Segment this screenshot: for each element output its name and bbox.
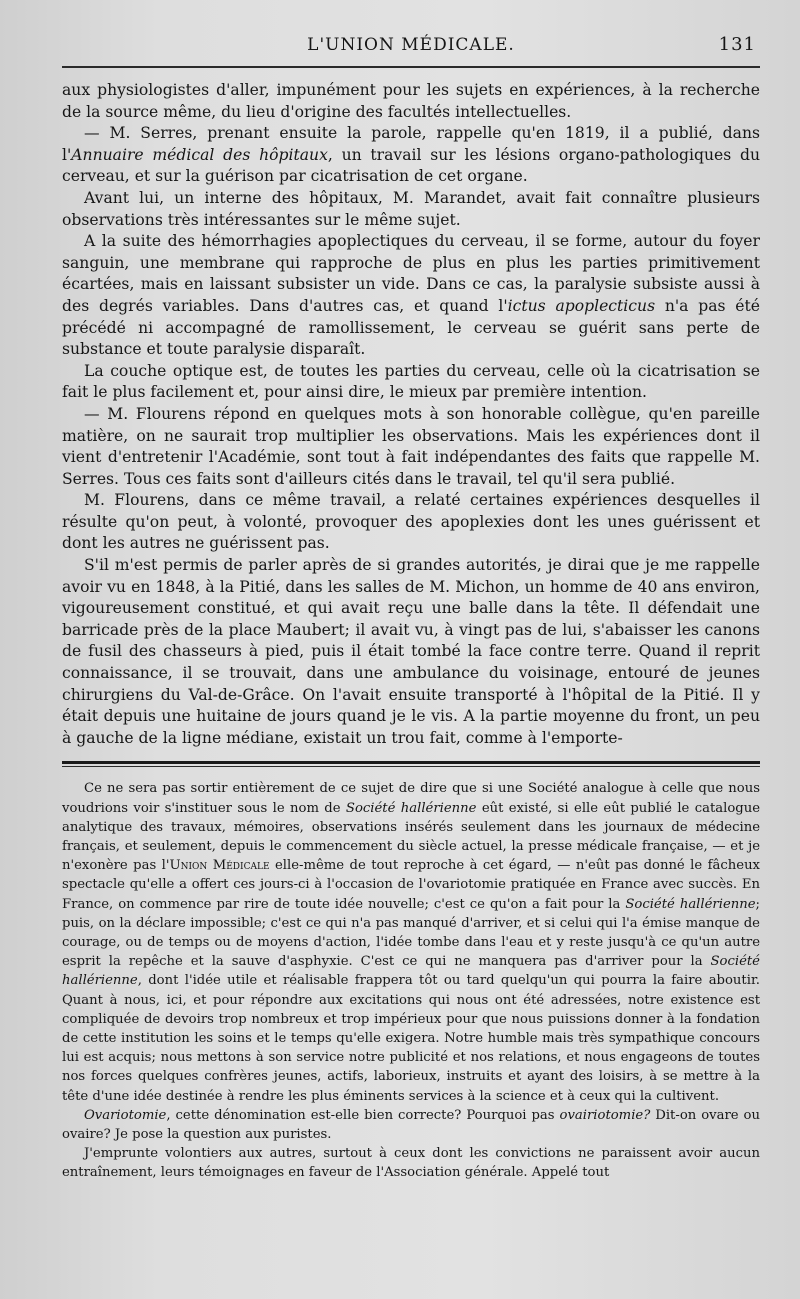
- journal-title: L'UNION MÉDICALE.: [307, 35, 515, 55]
- paragraph-2: — M. Serres, prenant ensuite la parole, rappelle qu'en 1819, il a publié, dans l'Annuaire médical des hôpitaux, un travail sur les lésions organo-pathologiques du cerveau, et sur la guérison par cicatrisation de cet organe.: [62, 124, 761, 186]
- paragraph-5: La couche optique est, de toutes les parties du cerveau, celle où la cicatrisation se fait le plus facilement et, pour ainsi dire, le mieux par première intention.: [62, 361, 760, 402]
- running-head: [62, 28, 760, 62]
- footnote-rule-thick: [62, 761, 760, 764]
- paragraph-4: A la suite des hémorrhagies apoplectiques du cerveau, il se forme, autour du foyer sanguin, une membrane qui rapproche de plus en plus les parties primitivement écartées, mais en laissant subsister un vide. Dans ce cas, la paralysie subsiste aussi à des degrés variables. Dans d'autres cas, et quand l'ictus apoplecticus n'a pas été précédé ni accompagné de ramollissement, le cerveau se guérit sans perte de substance et toute paralysie disparaît.: [62, 232, 760, 359]
- paragraph-1: aux physiologistes d'aller, impunément pour les sujets en expériences, à la recherche de la source même, du lieu d'origine des facultés intellectuelles.: [62, 81, 760, 121]
- footnote-paragraph-3: J'emprunte volontiers aux autres, surtout à ceux dont les convictions ne paraissent avoir aucun entraînement, leurs témoignages en faveur de l'Association générale. Appelé tout: [62, 1146, 760, 1181]
- header-rule: [62, 66, 760, 68]
- footnote-paragraph-1: Ce ne sera pas sortir entièrement de ce sujet de dire que si une Société analogue à celle que nous voudrions voir s'instituer sous le nom de Société hallérienne eût existé, si elle eût publié le catalogue analytique des travaux, mémoires, observations insérés seulement dans les journaux de médecine français, et seulement, depuis le commencement du siècle actuel, la presse médicale française, — et je n'exonère pas l'Union Médicale elle-même de tout reproche à cet égard, — n'eût pas donné le fâcheux spectacle qu'elle a offert ces jours-ci à l'occasion de l'ovariotomie pratiquée en France avec succès. En France, on commence par rire de toute idée nouvelle; c'est ce qu'on a fait pour la Société hallérienne; puis, on la déclare impossible; c'est ce qui n'a pas manqué d'arriver, et si celui qui l'a émise manque de courage, ou de temps ou de moyens d'action, l'idée tombe dans l'eau et y reste jusqu'à ce qu'un autre esprit la repêche et la sauve d'asphyxie. C'est ce qui ne manquera pas d'arriver pour la Société hallérienne, dont l'idée utile et réalisable frappera tôt ou tard quelqu'un qui pourra la faire aboutir. Quant à nous, ici, et pour répondre aux excitations qui nous ont été adressées, notre existence est compliquée de devoirs trop nombreux et trop impérieux pour que nous puissions donner à la fondation de cette institution les soins et le temps qu'elle exigera. Notre humble mais très sympathique concours lui est acquis; nous mettons à son service notre publicité et nos relations, et nous engageons de toutes nos forces quelques confrères jeunes, actifs, laborieux, instruits et ayant des loisirs, à se mettre à la tête d'une idée destinée à rendre les plus éminents services à la science et à ceux qui la cultivent.: [62, 781, 761, 1104]
- latin-term: ictus apoplecticus: [507, 296, 656, 315]
- page-number: 131: [718, 34, 756, 55]
- journal-name: Union Médicale: [169, 858, 270, 874]
- paragraph-3: Avant lui, un interne des hôpitaux, M. Marandet, avait fait connaître plusieurs observations très intéressantes sur le même sujet.: [62, 188, 760, 229]
- paragraph-8: S'il m'est permis de parler après de si grandes autorités, je dirai que je me rappelle avoir vu en 1848, à la Pitié, dans les salles de M. Michon, un homme de 40 ans environ, vigoureusement constitué, et qui avait reçu une balle dans la tête. Il défendait une barricade près de la place Maubert; il avait vu, à vingt pas de lui, s'abaisser les canons de fusil des chasseurs à pied, puis il était tombé la face contre terre. Quand il reprit connaissance, il se trouvait, dans une ambulance du voisinage, entouré de jeunes chirurgiens du Val-de-Grâce. On l'avait ensuite transporté à l'hôpital de la Pitié. Il y était depuis une huitaine de jours quand je le vis. A la partie moyenne du front, un peu à gauche de la ligne médiane, existait un trou fait, comme à l'emporte-: [62, 556, 760, 747]
- footnote-block: [62, 779, 760, 1182]
- paragraph-6: — M. Flourens répond en quelques mots à son honorable collègue, qu'en pareille matière, on ne saurait trop multiplier les observations. Mais les expériences dont il vient d'entretenir l'Académie, sont tout à fait indépendantes des faits que rappelle M. Serres. Tous ces faits sont d'ailleurs cités dans le travail, tel qu'il sera publié.: [62, 404, 760, 488]
- footnote-paragraph-2: Ovariotomie, cette dénomination est-elle bien correcte? Pourquoi pas ovairiotomie? Dit-on ovare ou ovaire? Je pose la question aux puristes.: [62, 1107, 760, 1143]
- cited-title: Annuaire médical des hôpitaux: [71, 145, 328, 164]
- main-text: [62, 80, 760, 749]
- paragraph-7: M. Flourens, dans ce même travail, a relaté certaines expériences desquelles il résulte qu'on peut, à volonté, provoquer des apoplexies dont les unes guérissent et dont les autres ne guérissent pas.: [62, 491, 760, 553]
- footnote-rule-thin: [62, 766, 760, 767]
